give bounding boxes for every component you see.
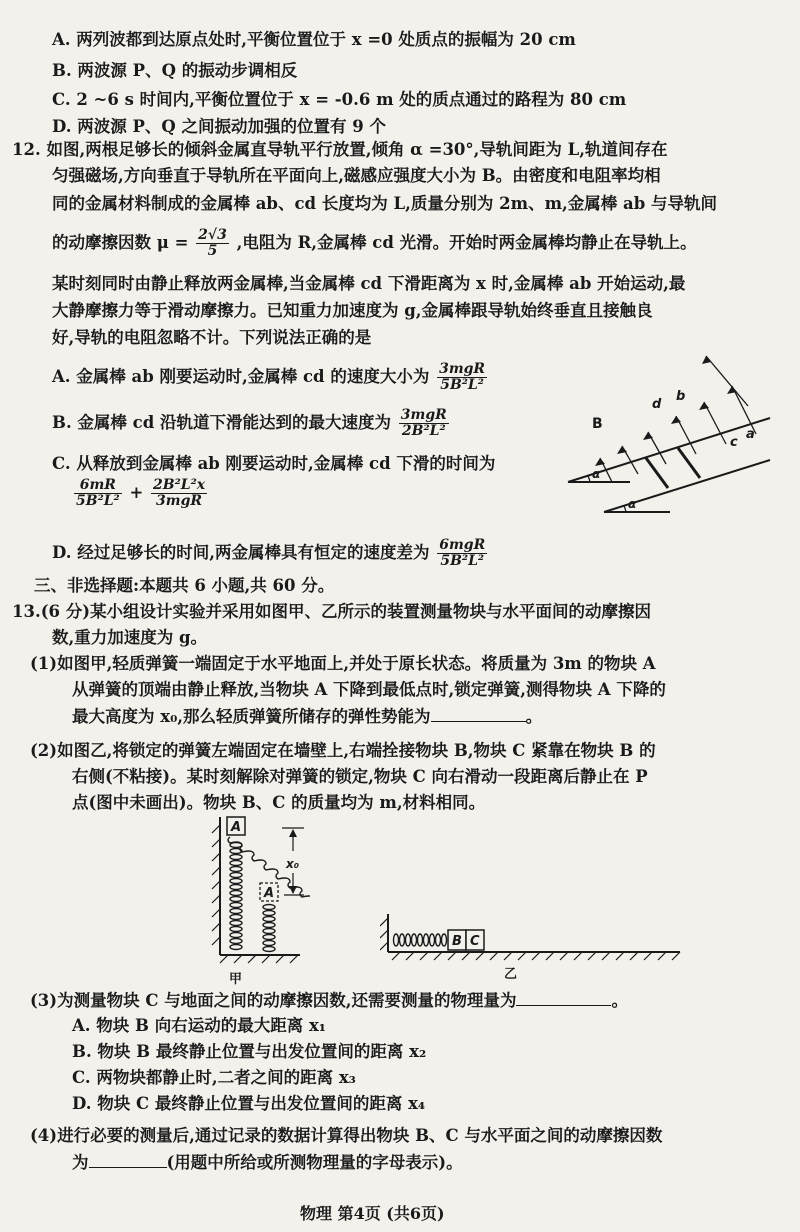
q13-stem-line-1: 13.(6 分)某小组设计实验并采用如图甲、乙所示的装置测量物块与水平面间的动摩擦因	[12, 602, 652, 621]
q12-mu-rest: ,电阻为 R,金属棒 cd 光滑。开始时两金属棒均静止在导轨上。	[236, 233, 697, 252]
fig-block-a-dashed: A	[264, 886, 275, 901]
page-footer: 物理 第4页 (共6页)	[300, 1204, 445, 1223]
q12-stem-line-1: 12. 如图,两根足够长的倾斜金属直导轨平行放置,倾角 α =30°,导轨间距为 L,轨道间存在	[12, 140, 668, 159]
fig-label-x0: x₀	[286, 857, 299, 871]
fig-label-b: b	[676, 389, 686, 404]
q13-part2-line-1: (2)如图乙,将锁定的弹簧左端固定在墙壁上,右端拴接物块 B,物块 C 紧靠在物块 B 的	[30, 741, 656, 760]
q13-part1-line-1: (1)如图甲,轻质弹簧一端固定于水平地面上,并处于原长状态。将质量为 3m 的物块 A	[30, 654, 656, 673]
q12-option-c-expression: $\frac{6mR}{\text{5B²L²}}$ + $\frac{\text{2B²L²x}}{\text{3mgR}}$	[76, 477, 206, 509]
q13-figure-yi	[380, 908, 685, 983]
q11-option-a: A. 两列波都到达原点处时,平衡位置位于 x =0 处质点的振幅为 20 cm	[52, 30, 576, 49]
q12-option-d: D. 经过足够长的时间,两金属棒具有恒定的速度差为 $\frac{\text{6mgR}}{\text{5B²L²}}$	[52, 537, 486, 569]
q13-part3-option-a: A. 物块 B 向右运动的最大距离 x₁	[72, 1016, 327, 1035]
q13-part3-option-d: D. 物块 C 最终静止位置与出发位置间的距离 x₄	[72, 1094, 426, 1113]
fig-label-c: c	[730, 435, 738, 450]
q11-option-b: B. 两波源 P、Q 的振动步调相反	[52, 61, 298, 80]
q11-option-c: C. 2 ~6 s 时间内,平衡位置位于 x = -0.6 m 处的质点通过的路程为 80 cm	[52, 90, 627, 109]
section-3-heading: 三、非选择题:本题共 6 小题,共 60 分。	[34, 576, 335, 595]
fig-label-d: d	[652, 397, 662, 412]
q12-stem-line-6: 大静摩擦力等于滑动摩擦力。已知重力加速度为 g,金属棒跟导轨始终垂直且接触良	[52, 301, 653, 320]
fig-label-a: a	[746, 427, 755, 442]
q12-mu-fraction: $\frac{2√3}{5}$	[198, 227, 227, 259]
q12-option-b: B. 金属棒 cd 沿轨道下滑能达到的最大速度为 $\frac{\text{3mgR}}{\text{2B²L²}}$	[52, 407, 447, 439]
q13-part4-line-2: 为 (用题中所给或所测物理量的字母表示)。	[72, 1153, 463, 1172]
q13-part2-line-2: 右侧(不粘接)。某时刻解除对弹簧的锁定,物块 C 向右滑动一段距离后静止在 P	[72, 767, 648, 786]
q12-stem-line-3: 同的金属材料制成的金属棒 ab、cd 长度均为 L,质量分别为 2m、m,金属棒 ab 与导轨间	[52, 194, 717, 213]
q12-stem-line-5: 某时刻同时由静止释放两金属棒,当金属棒 cd 下滑距离为 x 时,金属棒 ab 开始运动,最	[52, 274, 686, 293]
q12-option-a: A. 金属棒 ab 刚要运动时,金属棒 cd 的速度大小为 $\frac{\text{3mgR}}{\text{5B²L²}}$	[52, 361, 486, 393]
q13-part4-answer-blank	[89, 1152, 167, 1168]
q12-stem-line-2: 匀强磁场,方向垂直于导轨所在平面向上,磁感应强度大小为 B。由密度和电阻率均相	[52, 166, 661, 185]
q13-part3-question: (3)为测量物块 C 与地面之间的动摩擦因数,还需要测量的物理量为 。	[30, 991, 628, 1010]
q13-part1-line-3: 最大高度为 x₀,那么轻质弹簧所储存的弹性势能为 。	[72, 707, 543, 726]
fig-caption-yi: 乙	[504, 967, 518, 982]
fig-block-c: C	[470, 934, 480, 949]
q11-option-d: D. 两波源 P、Q 之间振动加强的位置有 9 个	[52, 117, 386, 136]
fig-label-alpha-1: α	[592, 467, 601, 481]
fig-caption-jia: 甲	[229, 972, 243, 987]
fig-block-a-top: A	[231, 820, 242, 835]
q13-figure-jia	[200, 815, 310, 995]
fig-label-b-field: B	[592, 416, 603, 432]
q13-part3-option-b: B. 物块 B 最终静止位置与出发位置间的距离 x₂	[72, 1042, 427, 1061]
q12-option-c: C. 从释放到金属棒 ab 刚要运动时,金属棒 cd 下滑的时间为	[52, 454, 496, 473]
q13-stem-line-2: 数,重力加速度为 g。	[52, 628, 208, 647]
q12-stem-line-4	[52, 228, 697, 259]
q13-part1-line-2: 从弹簧的顶端由静止释放,当物块 A 下降到最低点时,锁定弹簧,测得物块 A 下降的	[72, 680, 666, 699]
q13-part2-line-3: 点(图中未画出)。物块 B、C 的质量均为 m,材料相同。	[72, 793, 486, 812]
fig-block-b: B	[452, 934, 462, 949]
q13-part3-option-c: C. 两物块都静止时,二者之间的距离 x₃	[72, 1068, 356, 1087]
q13-part3-answer-blank	[516, 990, 611, 1006]
q12-rail-figure	[560, 350, 780, 525]
q12-stem-line-7: 好,导轨的电阻忽略不计。下列说法正确的是	[52, 328, 372, 347]
q13-part4-line-1: (4)进行必要的测量后,通过记录的数据计算得出物块 B、C 与水平面之间的动摩擦因数	[30, 1126, 663, 1145]
fig-label-alpha-2: α	[628, 497, 637, 511]
q13-part1-answer-blank	[431, 706, 526, 722]
q12-mu-label: 的动摩擦因数 μ =	[52, 233, 189, 252]
